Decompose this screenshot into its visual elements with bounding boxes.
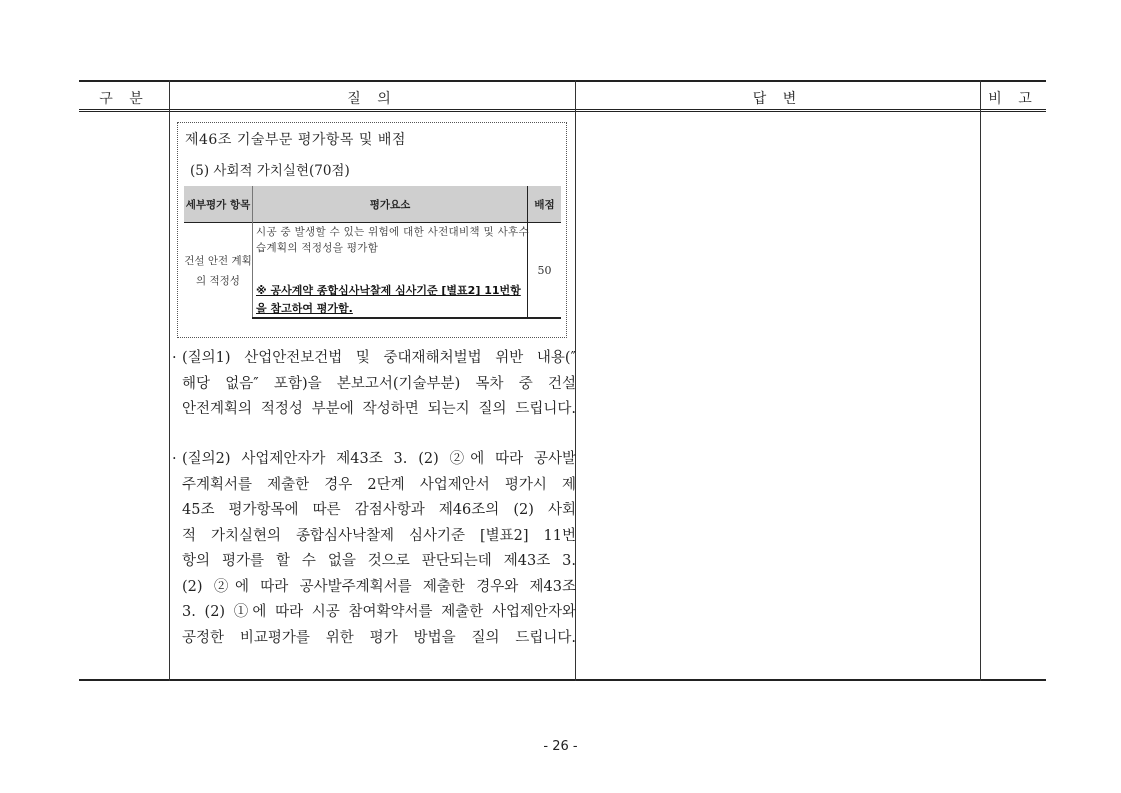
bullet-icon: · xyxy=(172,350,177,366)
header-answer: 답 변 xyxy=(752,91,803,107)
eval-head-score: 배점 xyxy=(528,186,561,223)
bullet-icon: · xyxy=(172,451,177,467)
question-1 xyxy=(172,346,576,423)
header-question: 질 의 xyxy=(347,91,397,107)
header-bottom-rule-2 xyxy=(79,111,1046,112)
article-subtitle: (5) 사회적 가치실현(70점) xyxy=(190,163,350,179)
question-2-line: 공정한 비교평가를 위한 평가 방법을 질의 드립니다. xyxy=(182,629,576,646)
question-2-line: 항의 평가를 할 수 없을 것으로 판단되는데 제43조 3. xyxy=(182,553,576,569)
eval-category-cell: 건설 안전 계획의 적정성 xyxy=(184,254,252,287)
table-top-rule xyxy=(79,80,1046,82)
question-1-line: 해당 없음″ 포함)을 본보고서(기술부분) 목차 중 건설 xyxy=(182,375,576,392)
question-2 xyxy=(172,447,576,651)
table-bottom-rule xyxy=(79,679,1046,681)
col-divider-1 xyxy=(169,80,170,681)
qa-table xyxy=(79,80,1046,681)
eval-divider-1 xyxy=(252,186,253,318)
question-1-line: (질의1) 산업안전보건법 및 중대재해처벌법 위반 내용(″ xyxy=(182,350,576,366)
question-2-line: (2) ②에 따라 공사발주계획서를 제출한 경우와 제43조 xyxy=(182,578,576,595)
question-1-line: 안전계획의 적정성 부분에 작성하면 되는지 질의 드립니다. xyxy=(182,401,576,417)
header-bottom-rule xyxy=(79,109,1046,110)
article-title: 제46조 기술부문 평가항목 및 배점 xyxy=(185,132,406,148)
eval-head-element: 평가요소 xyxy=(253,186,527,223)
eval-element-note: ※ 공사계약 종합심사낙찰제 심사기준 [별표2] 11번항을 참고하여 평가함. xyxy=(256,284,521,315)
question-2-line: 3. (2) ①에 따라 시공 참여확약서를 제출한 사업제안자와 xyxy=(182,604,576,620)
question-2-line: (질의2) 사업제안자가 제43조 3. (2) ②에 따라 공사발 xyxy=(182,451,576,467)
question-2-line: 적 가치실현의 종합심사낙찰제 심사기준 [별표2] 11번 xyxy=(182,527,576,544)
col-divider-3 xyxy=(980,80,981,681)
quoted-article-box xyxy=(177,122,567,338)
header-remarks: 비 고 xyxy=(988,91,1038,107)
eval-element-text: 시공 중 발생할 수 있는 위험에 대한 사전대비책 및 사후수습계획의 적정성을 평가함 xyxy=(256,226,529,254)
question-2-line: 45조 평가항목에 따른 감점사항과 제46조의 (2) 사회 xyxy=(182,502,576,518)
eval-head-category: 세부평가 항목 xyxy=(184,186,252,223)
eval-score-cell: 50 xyxy=(537,264,552,277)
evaluation-table xyxy=(184,186,561,318)
header-category: 구 분 xyxy=(99,91,149,107)
question-2-line: 주계획서를 제출한 경우 2단계 사업제안서 평가시 제 xyxy=(182,476,576,493)
page-number: - 26 - xyxy=(543,739,578,754)
